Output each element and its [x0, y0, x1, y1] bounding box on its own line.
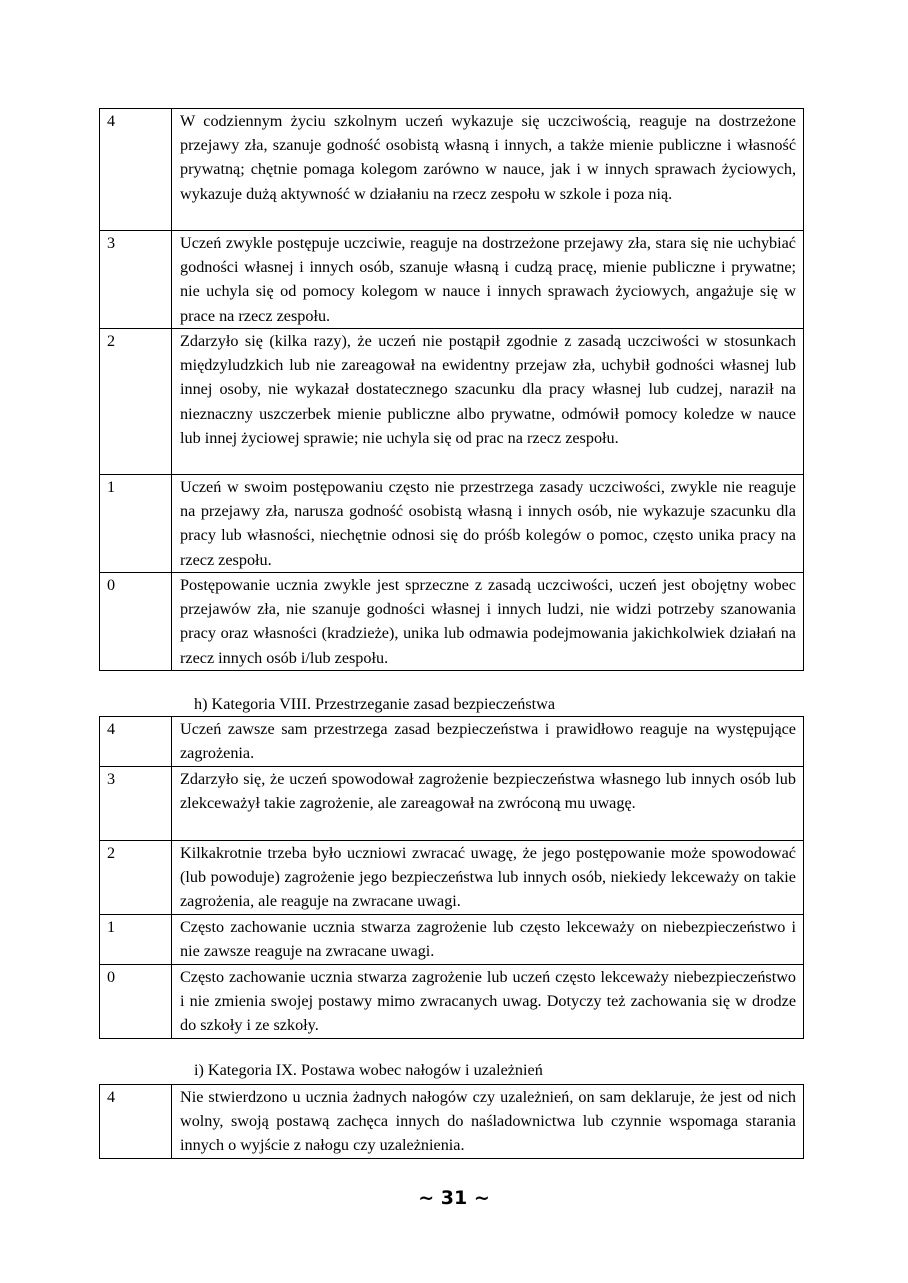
table-row — [100, 231, 804, 329]
table-row — [100, 717, 804, 767]
description-cell: Często zachowanie ucznia stwarza zagrożenie lub uczeń często lekceważy niebezpieczeństwo i nie zmienia swojej postawy mimo zwracanych uwag. Dotyczy też zachowania się w drodze do szkoły i ze szkoły. — [172, 965, 804, 1039]
table-row — [100, 965, 804, 1039]
description-cell: Uczeń zawsze sam przestrzega zasad bezpieczeństwa i prawidłowo reaguje na występujące zagrożenia. — [172, 717, 804, 767]
table-row — [100, 109, 804, 231]
category-vii-table — [99, 108, 804, 671]
table-row — [100, 841, 804, 915]
page-number: ~ 31 ~ — [418, 1187, 490, 1209]
description-cell: Postępowanie ucznia zwykle jest sprzeczne z zasadą uczciwości, uczeń jest obojętny wobec przejawów zła, nie szanuje godności własnej i innych ludzi, nie widzi potrzeby szanowania pracy oraz własności (kradzieże), unika lub odmawia podejmowania jakichkolwiek działań na rzecz innych osób i/lub zespołu. — [172, 573, 804, 671]
grade-cell: 2 — [100, 329, 172, 475]
table-row — [100, 915, 804, 965]
grade-cell: 0 — [100, 573, 172, 671]
description-cell: W codziennym życiu szkolnym uczeń wykazuje się uczciwością, reaguje na dostrzeżone przejawy zła, szanuje godność osobistą własną i innych, a także mienie publiczne i własność prywatną; chętnie pomaga kolegom zarówno w nauce, jak i w innych sprawach życiowych, wykazuje dużą aktywność w działaniu na rzecz zespołu w szkole i poza nią. — [172, 109, 804, 231]
description-cell: Uczeń w swoim postępowaniu często nie przestrzega zasady uczciwości, zwykle nie reaguje na przejawy zła, narusza godność osobistą własną i innych osób, nie wykazuje szacunku dla pracy lub własności, niechętnie odnosi się do próśb kolegów o pomoc, często unika pracy na rzecz zespołu. — [172, 475, 804, 573]
grade-cell: 1 — [100, 475, 172, 573]
table-row — [100, 767, 804, 841]
grade-cell: 2 — [100, 841, 172, 915]
table-row — [100, 1085, 804, 1159]
description-cell: Zdarzyło się (kilka razy), że uczeń nie postąpił zgodnie z zasadą uczciwości w stosunkach międzyludzkich lub nie zareagował na ewidentny przejaw zła, uchybił godności własnej lub innej osoby, nie wykazał dostatecznego szacunku dla pracy własnej lub cudzej, naraził na nieznaczny uszczerbek mienie publiczne albo prywatne, odmówił pomocy koledze w nauce lub innej życiowej sprawie; nie uchyla się od prac na rzecz zespołu. — [172, 329, 804, 475]
description-cell: Nie stwierdzono u ucznia żadnych nałogów czy uzależnień, on sam deklaruje, że jest od nich wolny, swoją postawą zachęca innych do naśladownictwa lub czynnie wspomaga starania innych o wyjście z nałogu czy uzależnienia. — [172, 1085, 804, 1159]
table-row — [100, 475, 804, 573]
grade-cell: 3 — [100, 767, 172, 841]
grade-cell: 0 — [100, 965, 172, 1039]
grade-cell: 1 — [100, 915, 172, 965]
category-viii-caption: h) Kategoria VIII. Przestrzeganie zasad bezpieczeństwa — [194, 695, 556, 713]
category-viii-table — [99, 716, 804, 1039]
table-row — [100, 329, 804, 475]
description-cell: Kilkakrotnie trzeba było uczniowi zwracać uwagę, że jego postępowanie może spowodować (lub powoduje) zagrożenie jego bezpieczeństwa lub innych osób, niekiedy lekceważy on takie zagrożenia, ale reaguje na zwracane uwagi. — [172, 841, 804, 915]
description-cell: Często zachowanie ucznia stwarza zagrożenie lub często lekceważy on niebezpieczeństwo i nie zawsze reaguje na zwracane uwagi. — [172, 915, 804, 965]
table-row — [100, 573, 804, 671]
grade-cell: 4 — [100, 109, 172, 231]
description-cell: Zdarzyło się, że uczeń spowodował zagrożenie bezpieczeństwa własnego lub innych osób lub zlekceważył takie zagrożenie, ale zareagował na zwróconą mu uwagę. — [172, 767, 804, 841]
category-ix-table — [99, 1084, 804, 1159]
grade-cell: 4 — [100, 717, 172, 767]
grade-cell: 3 — [100, 231, 172, 329]
description-cell: Uczeń zwykle postępuje uczciwie, reaguje na dostrzeżone przejawy zła, stara się nie uchybiać godności własnej i innych osób, szanuje własną i cudzą pracę, mienie publiczne i prywatne; nie uchyla się od pomocy kolegom w nauce i innych sprawach życiowych, angażuje się w prace na rzecz zespołu. — [172, 231, 804, 329]
category-ix-caption: i) Kategoria IX. Postawa wobec nałogów i uzależnień — [194, 1061, 543, 1079]
grade-cell: 4 — [100, 1085, 172, 1159]
